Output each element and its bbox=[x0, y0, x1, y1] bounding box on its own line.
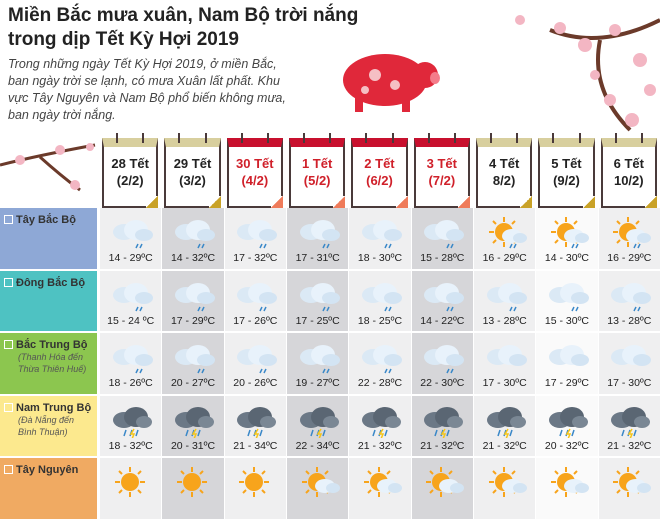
sun-cloud-rain-icon bbox=[536, 214, 597, 250]
forecast-cell bbox=[287, 458, 348, 519]
checkbox-icon bbox=[4, 465, 13, 474]
cloud-rain-icon bbox=[287, 339, 348, 375]
forecast-cell bbox=[100, 396, 161, 457]
cloud-rain-icon bbox=[162, 214, 223, 250]
storm-icon bbox=[474, 402, 535, 438]
forecast-cell bbox=[225, 271, 286, 332]
temperature-range: 21 - 32ºC bbox=[482, 439, 527, 452]
forecast-cell bbox=[412, 208, 473, 269]
cloud-icon bbox=[599, 339, 660, 375]
checkbox-icon bbox=[4, 278, 13, 287]
day-6 bbox=[476, 138, 532, 208]
temperature-range: 22 - 30ºC bbox=[420, 377, 465, 389]
forecast-cell bbox=[474, 396, 535, 457]
storm-icon bbox=[287, 402, 348, 438]
sun-cloud-rain-icon bbox=[474, 214, 535, 250]
forecast-cell bbox=[412, 271, 473, 332]
cloud-icon bbox=[536, 339, 597, 375]
day-0 bbox=[102, 138, 158, 208]
forecast-cell bbox=[536, 271, 597, 332]
forecast-cell bbox=[474, 271, 535, 332]
region-name: Tây Nguyên bbox=[16, 464, 79, 476]
region-row bbox=[0, 271, 660, 334]
intro-text: Trong những ngày Tết Kỳ Hợi 2019, ở miền Bắc, ban ngày trời se lạnh, có mưa Xuân lất phất. Khu vực Tây Nguyên và Nam Bộ phổ biến không mưa, ban ngày trời nắng. bbox=[8, 57, 286, 122]
day-date: (6/2) bbox=[366, 173, 393, 188]
temperature-range: 17 - 30ºC bbox=[482, 377, 527, 389]
page-fold-icon bbox=[645, 196, 657, 208]
day-label: 4 Tết bbox=[488, 156, 520, 171]
temperature-range: 20 - 31ºC bbox=[170, 439, 216, 452]
temperature-range: 17 - 30ºC bbox=[607, 377, 652, 389]
forecast-cell bbox=[536, 458, 597, 519]
region-label bbox=[0, 271, 97, 332]
sun-icon bbox=[225, 464, 286, 500]
temperature-range: 19 - 27ºC bbox=[295, 377, 340, 389]
region-row bbox=[0, 458, 660, 521]
storm-icon bbox=[412, 402, 473, 438]
forecast-cell bbox=[287, 271, 348, 332]
cloud-rain-icon bbox=[225, 339, 286, 375]
day-label: 5 Tết bbox=[551, 156, 582, 171]
cloud-rain-icon bbox=[100, 339, 161, 375]
sun-cloud-icon bbox=[536, 464, 597, 500]
checkbox-icon bbox=[4, 340, 13, 349]
storm-icon bbox=[100, 402, 161, 438]
temperature-range: 20 - 27ºC bbox=[170, 377, 216, 389]
forecast-cell bbox=[287, 208, 348, 269]
region-label bbox=[0, 396, 97, 457]
cloud-rain-icon bbox=[225, 277, 286, 313]
cloud-rain-icon bbox=[349, 339, 410, 375]
cloud-rain-icon bbox=[225, 214, 286, 250]
region-row bbox=[0, 333, 660, 396]
temperature-range: 21 - 32ºC bbox=[357, 439, 403, 452]
storm-icon bbox=[162, 402, 223, 438]
cloud-rain-icon bbox=[599, 277, 660, 313]
forecast-cell bbox=[100, 458, 161, 519]
region-name: Đông Bắc Bộ bbox=[16, 276, 86, 289]
forecast-cell bbox=[287, 333, 348, 394]
page-fold-icon bbox=[583, 196, 595, 208]
day-8 bbox=[601, 138, 657, 208]
day-date: (4/2) bbox=[241, 173, 269, 188]
forecast-cell bbox=[162, 396, 223, 457]
pig-illustration bbox=[330, 40, 440, 120]
forecast-cell bbox=[599, 333, 660, 394]
page-fold-icon bbox=[146, 196, 158, 208]
temperature-range: 13 - 28ºC bbox=[607, 314, 652, 327]
forecast-cell bbox=[162, 271, 223, 332]
forecast-cell bbox=[412, 333, 473, 394]
day-header bbox=[99, 138, 660, 208]
cloud-rain-icon bbox=[412, 214, 473, 250]
forecast-cell bbox=[412, 458, 473, 519]
sun-cloud-rain-icon bbox=[599, 214, 660, 250]
page-title: Miền Bắc mưa xuân, Nam Bộ trời nắng trong dịp Tết Kỳ Hợi 2019 bbox=[8, 5, 359, 50]
weather-table bbox=[0, 208, 660, 521]
forecast-cell bbox=[536, 396, 597, 457]
cloud-rain-icon bbox=[287, 214, 348, 250]
forecast-cell bbox=[599, 396, 660, 457]
day-5 bbox=[414, 138, 470, 208]
day-date: (5/2) bbox=[303, 173, 331, 188]
day-date: 10/2) bbox=[613, 173, 644, 188]
cloud-rain-icon bbox=[162, 339, 223, 375]
storm-icon bbox=[225, 402, 286, 438]
page-fold-icon bbox=[396, 196, 408, 208]
forecast-cell bbox=[225, 333, 286, 394]
forecast-cell bbox=[474, 458, 535, 519]
checkbox-icon bbox=[4, 215, 13, 224]
page-fold-icon bbox=[458, 196, 470, 208]
cloud-rain-icon bbox=[162, 277, 223, 313]
temperature-range: 21 - 32ºC bbox=[607, 439, 652, 452]
temperature-range: 14 - 32ºC bbox=[170, 252, 216, 264]
forecast-cell bbox=[599, 271, 660, 332]
temperature-range: 16 - 29ºC bbox=[607, 252, 652, 264]
forecast-cell bbox=[225, 458, 286, 519]
day-2 bbox=[227, 138, 283, 208]
region-name: Bắc Trung Bộ bbox=[16, 339, 88, 351]
region-label bbox=[0, 208, 97, 269]
temperature-range: 17 - 29ºC bbox=[544, 377, 590, 389]
blossom-branch-decoration bbox=[0, 135, 100, 210]
temperature-range: 18 - 25ºC bbox=[357, 314, 403, 327]
page-fold-icon bbox=[520, 196, 532, 208]
forecast-cell bbox=[162, 333, 223, 394]
region-row bbox=[0, 208, 660, 271]
checkbox-icon bbox=[4, 403, 13, 412]
forecast-cell bbox=[349, 458, 410, 519]
temperature-range: 17 - 25ºC bbox=[295, 314, 340, 327]
forecast-cell bbox=[599, 208, 660, 269]
forecast-cell bbox=[349, 396, 410, 457]
forecast-cell bbox=[536, 333, 597, 394]
forecast-cell bbox=[349, 208, 410, 269]
day-3 bbox=[289, 138, 345, 208]
day-label: 2 Tết bbox=[364, 156, 395, 171]
forecast-cell bbox=[100, 271, 161, 332]
forecast-cell bbox=[100, 333, 161, 394]
temperature-range: 17 - 29ºC bbox=[170, 314, 216, 327]
cloud-rain-icon bbox=[100, 277, 161, 313]
forecast-cell bbox=[349, 333, 410, 394]
cloud-rain-icon bbox=[412, 339, 473, 375]
day-date: (2/2) bbox=[116, 173, 144, 188]
forecast-cell bbox=[225, 208, 286, 269]
day-date: (7/2) bbox=[428, 173, 456, 188]
page-fold-icon bbox=[271, 196, 283, 208]
temperature-range: 20 - 26ºC bbox=[233, 377, 278, 389]
page-fold-icon bbox=[209, 196, 221, 208]
forecast-cell bbox=[474, 208, 535, 269]
temperature-range: 14 - 30ºC bbox=[544, 252, 590, 264]
region-name: Nam Trung Bộ bbox=[16, 401, 92, 414]
cloud-rain-icon bbox=[412, 277, 473, 313]
storm-icon bbox=[349, 402, 410, 438]
day-date: (3/2) bbox=[179, 173, 206, 188]
region-label bbox=[0, 458, 97, 519]
sun-cloud-icon bbox=[474, 464, 535, 500]
temperature-range: 18 - 26ºC bbox=[108, 377, 153, 389]
storm-icon bbox=[536, 402, 597, 438]
day-1 bbox=[164, 138, 220, 208]
sun-cloud-icon bbox=[349, 464, 410, 500]
day-label: 29 Tết bbox=[173, 156, 212, 171]
forecast-cell bbox=[474, 333, 535, 394]
day-label: 28 Tết bbox=[111, 156, 149, 171]
region-name: Tây Bắc Bộ bbox=[16, 214, 76, 226]
temperature-range: 18 - 30ºC bbox=[357, 252, 403, 264]
sun-cloud-icon bbox=[412, 464, 473, 500]
forecast-cell bbox=[599, 458, 660, 519]
cloud-rain-icon bbox=[100, 214, 161, 250]
temperature-range: 21 - 34ºC bbox=[233, 439, 278, 452]
day-label: 6 Tết bbox=[613, 156, 644, 171]
forecast-cell bbox=[349, 271, 410, 332]
day-date: 8/2) bbox=[492, 173, 516, 188]
temperature-range: 15 - 24 ºC bbox=[107, 314, 155, 327]
day-4 bbox=[351, 138, 407, 208]
region-label bbox=[0, 333, 97, 394]
forecast-cell bbox=[162, 458, 223, 519]
cloud-icon bbox=[474, 339, 535, 375]
day-label: 3 Tết bbox=[426, 156, 457, 171]
sun-icon bbox=[100, 464, 161, 500]
temperature-range: 13 - 28ºC bbox=[482, 314, 527, 327]
temperature-range: 17 - 26ºC bbox=[233, 314, 278, 327]
day-7 bbox=[538, 138, 594, 208]
cloud-rain-icon bbox=[349, 277, 410, 313]
page-fold-icon bbox=[333, 196, 345, 208]
day-label: 30 Tết bbox=[236, 156, 274, 171]
temperature-range: 22 - 34ºC bbox=[295, 439, 340, 452]
temperature-range: 14 - 29ºC bbox=[108, 252, 153, 264]
temperature-range: 16 - 29ºC bbox=[482, 252, 527, 264]
temperature-range: 14 - 22ºC bbox=[420, 314, 465, 327]
temperature-range: 17 - 32ºC bbox=[233, 252, 278, 264]
temperature-range: 15 - 28ºC bbox=[420, 252, 465, 264]
sun-cloud-icon bbox=[287, 464, 348, 500]
day-date: (9/2) bbox=[553, 173, 580, 188]
temperature-range: 18 - 32ºC bbox=[108, 439, 153, 452]
forecast-cell bbox=[412, 396, 473, 457]
cloud-rain-icon bbox=[349, 214, 410, 250]
region-subtitle: (Đà Nẵng đến Bình Thuận) bbox=[18, 414, 75, 437]
cloud-rain-icon bbox=[474, 277, 535, 313]
forecast-cell bbox=[225, 396, 286, 457]
temperature-range: 22 - 28ºC bbox=[357, 377, 403, 389]
cloud-rain-icon bbox=[287, 277, 348, 313]
day-label: 1 Tết bbox=[301, 156, 333, 171]
region-subtitle: (Thanh Hóa đến Thừa Thiên Huế) bbox=[18, 352, 87, 374]
sun-cloud-icon bbox=[599, 464, 660, 500]
storm-icon bbox=[599, 402, 660, 438]
temperature-range: 17 - 31ºC bbox=[295, 252, 340, 264]
temperature-range: 20 - 32ºC bbox=[544, 439, 590, 452]
region-row bbox=[0, 396, 660, 459]
forecast-cell bbox=[100, 208, 161, 269]
forecast-cell bbox=[162, 208, 223, 269]
forecast-cell bbox=[536, 208, 597, 269]
temperature-range: 15 - 30ºC bbox=[544, 314, 590, 327]
sun-icon bbox=[162, 464, 223, 500]
cloud-rain-icon bbox=[536, 277, 597, 313]
forecast-cell bbox=[287, 396, 348, 457]
temperature-range: 21 - 32ºC bbox=[420, 439, 465, 452]
